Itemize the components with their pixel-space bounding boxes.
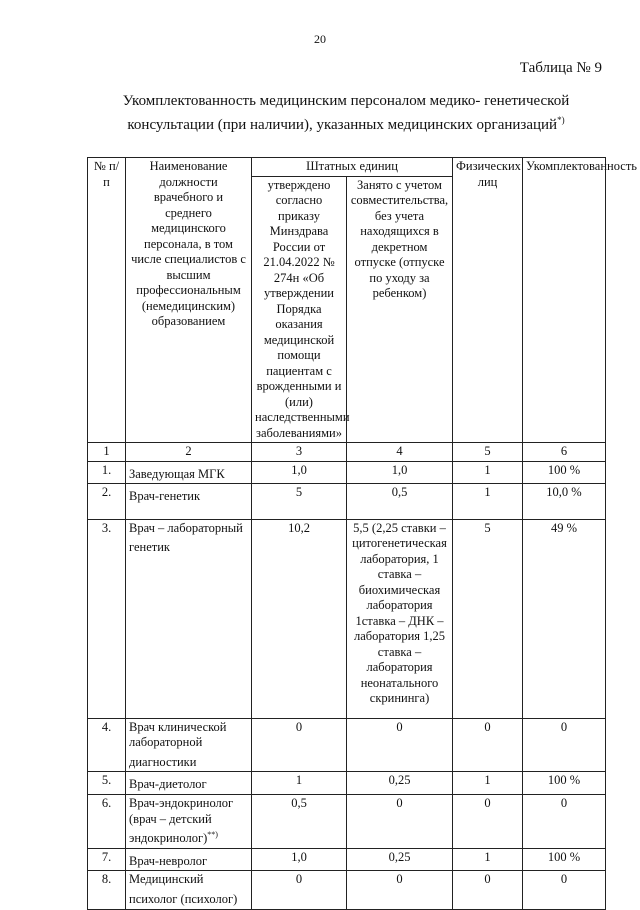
row-staffing-text: 10,0 % (546, 485, 582, 500)
row-individuals (453, 871, 523, 909)
column-number: 3 (252, 443, 347, 462)
page-number: 20 (314, 32, 326, 46)
row-position-text: Врач-невролог (129, 853, 208, 868)
row-number (88, 484, 126, 520)
row-individuals-text: 1 (484, 849, 491, 864)
table-row (88, 519, 606, 718)
row-position (126, 484, 252, 520)
header-position: Наименование должности врачебного и среднего медицинского персонала, в том числе специалистов с высшим профессиональным (немедицинским) образованием (126, 158, 252, 443)
table-row (88, 848, 606, 871)
row-occupied-text: 0,25 (388, 849, 411, 864)
row-position (126, 772, 252, 795)
row-position (126, 848, 252, 871)
row-individuals-text: 1 (484, 773, 491, 788)
row-number-text: 8. (101, 872, 112, 887)
row-approved (252, 718, 347, 772)
row-occupied (347, 848, 453, 871)
row-occupied-text: 0 (396, 719, 403, 734)
row-occupied (347, 772, 453, 795)
row-individuals-text: 0 (484, 872, 491, 887)
column-number: 6 (523, 443, 606, 462)
row-number (88, 718, 126, 772)
table-row (88, 484, 606, 520)
row-approved-text: 5 (295, 485, 303, 500)
row-individuals-text: 5 (484, 520, 491, 535)
row-occupied (347, 461, 453, 484)
row-individuals (453, 461, 523, 484)
row-position-text: Врач-генетик (129, 489, 201, 504)
row-approved (252, 519, 347, 718)
position-footnote-marker: **) (207, 830, 218, 840)
row-approved-text: 0 (295, 719, 303, 734)
row-position-text: Медицинский психолог (психолог) (129, 872, 238, 907)
row-number-text: 1. (101, 462, 112, 477)
row-approved-text: 1,0 (291, 849, 307, 864)
row-number-text: 6. (101, 796, 112, 811)
row-number-text: 5. (101, 773, 112, 788)
table-row (88, 461, 606, 484)
header-staffing: Укомплектованность (523, 158, 606, 443)
row-occupied-text: 0,5 (391, 485, 408, 500)
table-row (88, 718, 606, 772)
row-occupied-text: 1,0 (391, 462, 408, 477)
row-individuals (453, 848, 523, 871)
title-text: Укомплектованность медицинским персоналом медико- генетической консультации (при наличии), указанных медицинских организаций (122, 93, 570, 133)
row-position-text: Врач клинической лабораторной диагностики (129, 719, 227, 769)
column-number: 2 (126, 443, 252, 462)
header-occupied: Занято с учетом совместительства, без учета находящихся в декретном отпуске (отпуске по уходу за ребенком) (347, 176, 453, 443)
table-row (88, 772, 606, 795)
row-position-text: Врач-эндокринолог (врач – детский эндокринолог) (129, 796, 234, 846)
row-individuals (453, 519, 523, 718)
row-position (126, 519, 252, 718)
row-staffing (523, 772, 606, 795)
row-staffing-text: 100 % (547, 462, 581, 477)
row-approved (252, 848, 347, 871)
row-number-text: 4. (101, 719, 112, 734)
row-number-text: 3. (101, 520, 112, 535)
row-occupied-text: 0 (396, 872, 403, 887)
row-number-text: 2. (101, 485, 112, 500)
row-occupied (347, 718, 453, 772)
column-number: 4 (347, 443, 453, 462)
row-number-text: 7. (101, 849, 112, 864)
table-row (88, 871, 606, 909)
header-num: № п/п (88, 158, 126, 443)
row-approved (252, 795, 347, 849)
row-individuals (453, 795, 523, 849)
row-staffing (523, 718, 606, 772)
row-individuals-text: 0 (484, 796, 491, 811)
row-approved (252, 484, 347, 520)
header-row-1 (88, 158, 606, 177)
column-number: 5 (453, 443, 523, 462)
staffing-table (87, 157, 637, 910)
row-approved-text: 10,2 (288, 520, 310, 535)
row-occupied (347, 519, 453, 718)
row-individuals (453, 718, 523, 772)
row-position-text: Врач – лабораторный генетик (129, 520, 243, 555)
row-position-text: Заведующая МГК (129, 466, 225, 481)
row-staffing (523, 795, 606, 849)
row-position-text: Врач-диетолог (129, 777, 207, 792)
row-position (126, 871, 252, 909)
row-individuals-text: 0 (484, 719, 491, 734)
row-individuals-text: 1 (484, 462, 491, 477)
row-individuals (453, 484, 523, 520)
row-occupied (347, 795, 453, 849)
header-individuals: Физических лиц (453, 158, 523, 443)
row-staffing-text: 49 % (550, 520, 578, 535)
header-approved: утверждено согласно приказу Минздрава России от 21.04.2022 № 274н «Об утверждении Порядка оказания медицинской помощи пациентам с врожденными и (или) наследственными заболеваниями» (252, 176, 347, 443)
row-staffing (523, 461, 606, 484)
row-individuals-text: 1 (484, 485, 491, 500)
table-row (88, 795, 606, 849)
row-position (126, 461, 252, 484)
header-staff-units: Штатных единиц (252, 158, 453, 177)
row-approved (252, 772, 347, 795)
row-staffing (523, 484, 606, 520)
row-approved-text: 1 (295, 773, 303, 788)
row-individuals (453, 772, 523, 795)
row-staffing (523, 848, 606, 871)
row-occupied (347, 484, 453, 520)
row-staffing-text: 100 % (547, 773, 581, 788)
row-staffing-text: 0 (560, 872, 568, 887)
row-occupied-text: 0,25 (388, 773, 411, 788)
row-approved-text: 0 (295, 872, 303, 887)
row-position (126, 795, 252, 849)
row-approved-text: 0,5 (291, 796, 307, 811)
table-body (88, 443, 606, 910)
row-number (88, 461, 126, 484)
title-footnote-marker: *) (557, 115, 565, 125)
row-number (88, 519, 126, 718)
row-number (88, 795, 126, 849)
row-approved (252, 871, 347, 909)
table-label: Таблица № 9 (519, 60, 602, 76)
row-staffing-text: 100 % (547, 849, 581, 864)
row-number (88, 772, 126, 795)
column-number: 1 (88, 443, 126, 462)
row-approved (252, 461, 347, 484)
row-number (88, 848, 126, 871)
row-staffing-text: 0 (560, 796, 568, 811)
row-staffing (523, 871, 606, 909)
row-approved-text: 1,0 (291, 462, 307, 477)
row-occupied-text: 5,5 (2,25 ставки – цитогенетическая лаборатория, 1 ставка – биохимическая лаборатория 1ставка – ДНК – лаборатория 1,25 ставка – лаборатория неонатального скрининга) (352, 520, 447, 706)
row-position (126, 718, 252, 772)
document-title (96, 92, 596, 135)
row-number (88, 871, 126, 909)
table-header (88, 158, 637, 443)
row-staffing-text: 0 (560, 719, 568, 734)
row-staffing (523, 519, 606, 718)
row-occupied-text: 0 (396, 796, 403, 811)
row-occupied (347, 871, 453, 909)
column-number-row (88, 443, 606, 462)
